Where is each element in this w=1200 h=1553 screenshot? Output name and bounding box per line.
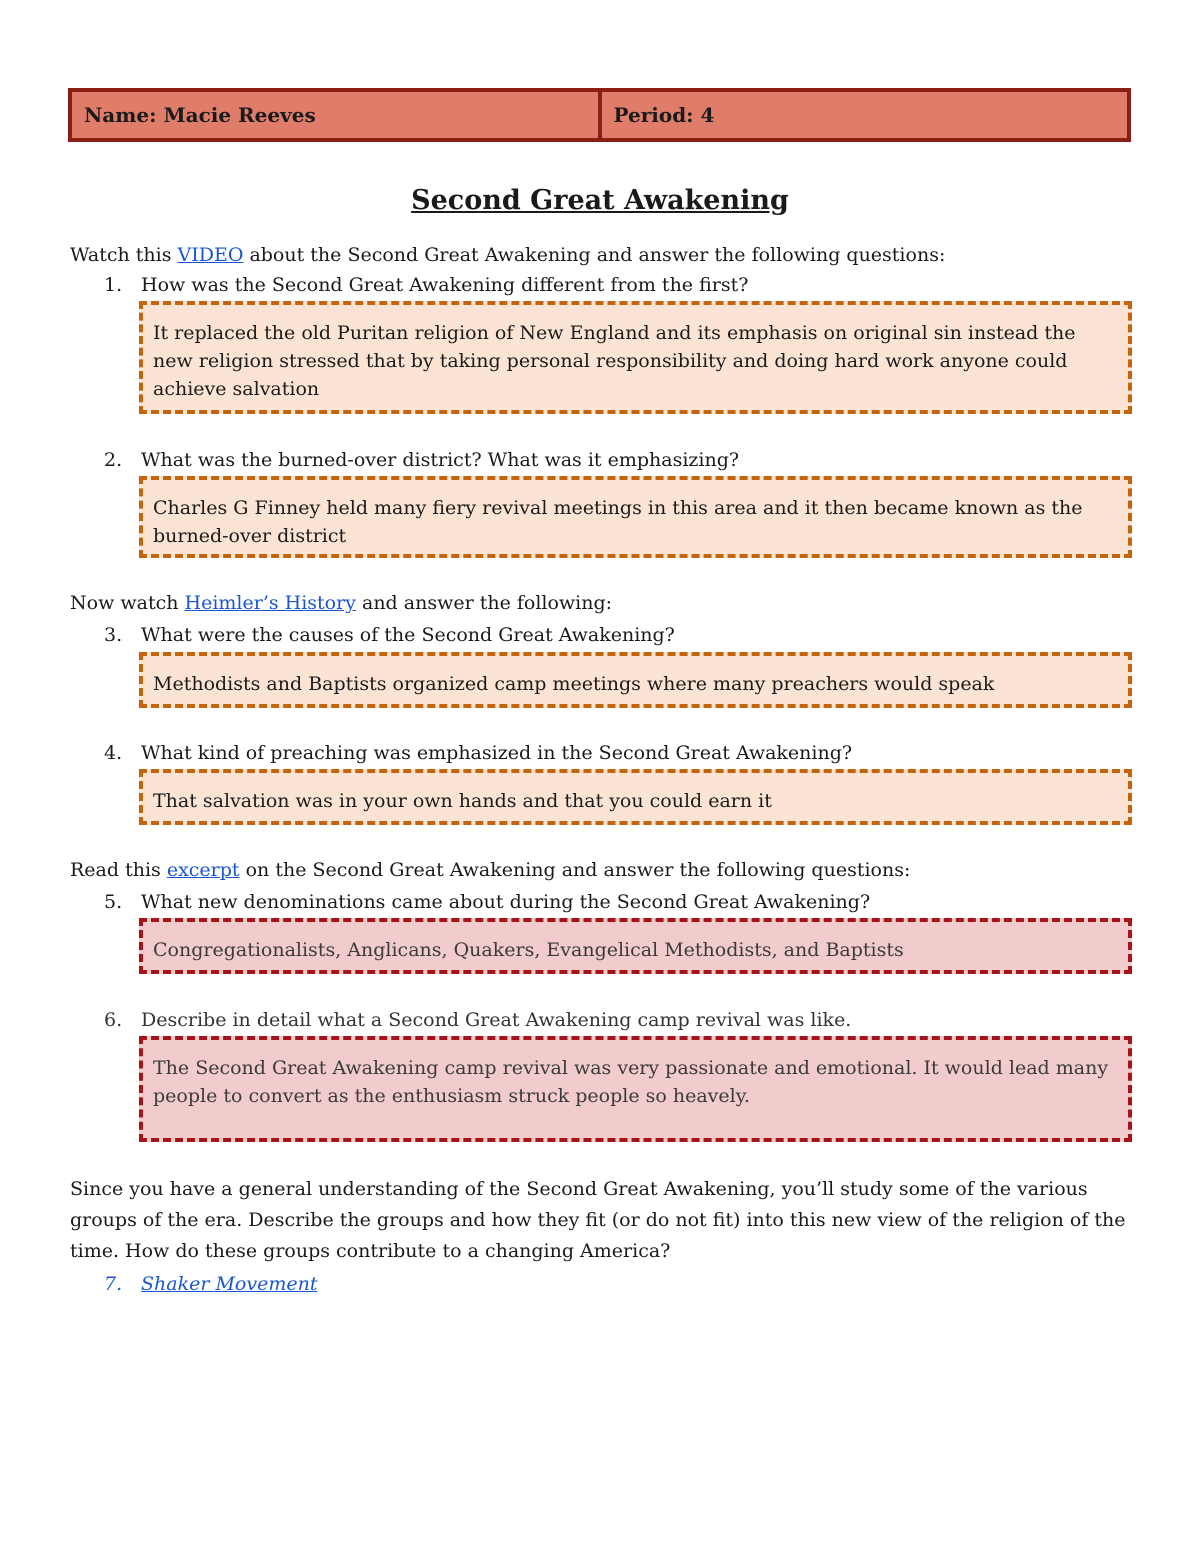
question-number: 2.	[104, 449, 123, 471]
section-2-post: and answer the following:	[355, 592, 613, 614]
shaker-movement-link[interactable]: Shaker Movement	[141, 1273, 318, 1295]
question-7	[104, 1269, 1134, 1299]
question-number: 4.	[104, 742, 123, 764]
question-4	[104, 738, 1134, 768]
question-text: Describe in detail what a Second Great Awakening camp revival was like.	[141, 1009, 852, 1031]
question-number: 1.	[104, 274, 123, 296]
name-field: Name: Macie Reeves	[84, 103, 316, 127]
question-number: 6.	[104, 1009, 123, 1031]
header-table	[68, 88, 1131, 142]
answer-6-box[interactable]: The Second Great Awakening camp revival was very passionate and emotional. It would lead many people to convert as the enthusiasm struck people so heavely.	[139, 1036, 1132, 1142]
section-2-pre: Now watch	[70, 592, 185, 614]
section-1-post: about the Second Great Awakening and answer the following questions:	[243, 244, 946, 266]
page-title: Second Great Awakening	[411, 185, 789, 216]
video-link[interactable]: VIDEO	[177, 244, 244, 266]
answer-1-box[interactable]: It replaced the old Puritan religion of New England and its emphasis on original sin instead the new religion stressed that by taking personal responsibility and doing hard work anyone could achieve salvation	[139, 301, 1132, 414]
question-number: 7.	[104, 1273, 123, 1295]
question-3	[104, 620, 1134, 650]
heimlers-history-link[interactable]: Heimler’s History	[184, 592, 356, 614]
question-1	[104, 270, 1134, 300]
section-3-pre: Read this	[70, 859, 167, 881]
answer-5-box[interactable]: Congregationalists, Anglicans, Quakers, Evangelical Methodists, and Baptists	[139, 918, 1132, 974]
answer-2-box[interactable]: Charles G Finney held many fiery revival meetings in this area and it then became known as the burned-over district	[139, 476, 1132, 558]
question-text: How was the Second Great Awakening different from the first?	[141, 274, 749, 296]
question-text: What new denominations came about during the Second Great Awakening?	[141, 891, 871, 913]
period-field: Period: 4	[598, 92, 1128, 138]
section-3-intro	[70, 855, 1135, 886]
section-3-post: on the Second Great Awakening and answer the following questions:	[239, 859, 911, 881]
section-4-intro: Since you have a general understanding of the Second Great Awakening, you’ll study some of the various groups of the era. Describe the groups and how they fit (or do not fit) into this new view of the religion of the time. How do these groups contribute to a changing America?	[70, 1178, 1126, 1262]
question-2	[104, 445, 1134, 475]
excerpt-link[interactable]: excerpt	[166, 859, 240, 881]
section-2-intro	[70, 588, 1135, 619]
question-text: What kind of preaching was emphasized in the Second Great Awakening?	[141, 742, 853, 764]
question-6	[104, 1005, 1134, 1035]
answer-3-box[interactable]: Methodists and Baptists organized camp meetings where many preachers would speak	[139, 652, 1132, 708]
question-5	[104, 887, 1134, 917]
answer-4-box[interactable]: That salvation was in your own hands and that you could earn it	[139, 769, 1132, 825]
section-1-intro	[70, 240, 1135, 271]
question-number: 3.	[104, 624, 123, 646]
section-1-pre: Watch this	[70, 244, 178, 266]
question-text: What were the causes of the Second Great Awakening?	[141, 624, 675, 646]
question-text: What was the burned-over district? What was it emphasizing?	[141, 449, 740, 471]
question-number: 5.	[104, 891, 123, 913]
